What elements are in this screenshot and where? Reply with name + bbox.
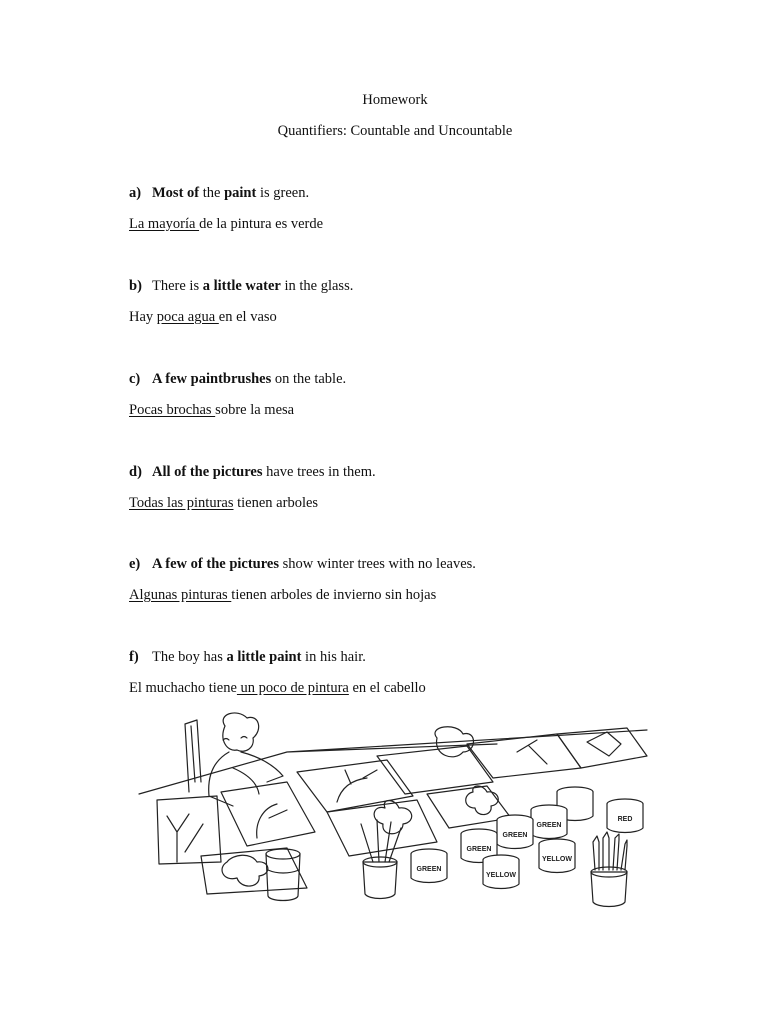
paint-jar — [531, 805, 567, 839]
answer-5 — [129, 587, 436, 604]
question-text: The boy has — [152, 649, 227, 665]
question-letter: e) — [129, 556, 141, 572]
question-3 — [129, 371, 346, 388]
answer-text: en el vaso — [218, 309, 277, 325]
question-text: in the glass. — [280, 278, 354, 294]
jar-label: YELLOW — [542, 856, 572, 863]
jar-label: RED — [617, 816, 633, 823]
answer-underlined: Algunas pinturas — [129, 587, 232, 603]
question-text: the — [199, 185, 225, 201]
answer-4 — [129, 495, 318, 512]
question-text: in his hair. — [301, 649, 366, 665]
classroom-painting-illustration — [137, 712, 657, 910]
answer-text: Hay — [129, 309, 157, 325]
question-1 — [129, 185, 309, 202]
paint-jar — [411, 849, 447, 883]
question-6 — [129, 649, 366, 666]
paint-jar — [483, 855, 519, 889]
answer-3 — [129, 402, 294, 419]
page-title: Homework — [362, 92, 428, 108]
answer-text: tienen arboles de invierno sin hojas — [231, 587, 437, 603]
question-keyword: paint — [224, 185, 257, 201]
paintbrush-cup — [361, 820, 401, 899]
chair — [185, 720, 201, 792]
pencil-cup — [591, 832, 627, 907]
question-text: There is — [152, 278, 203, 294]
question-keyword: a little water — [202, 278, 281, 294]
paint-jars — [411, 787, 643, 889]
question-2 — [129, 278, 353, 295]
paint-jar — [497, 815, 533, 849]
question-keyword: a little paint — [226, 649, 302, 665]
answer-underlined: Pocas brochas — [129, 402, 216, 418]
answer-text: tienen arboles — [233, 495, 319, 511]
table-outline — [139, 730, 647, 794]
question-text: is green. — [256, 185, 310, 201]
question-letter: a) — [129, 185, 142, 201]
water-glass — [266, 849, 300, 901]
question-keyword: All of the pictures — [152, 464, 263, 480]
answer-underlined: Todas las pinturas — [129, 495, 234, 511]
question-letter: b) — [129, 278, 142, 294]
question-letter: f) — [129, 649, 139, 665]
answer-text: de la pintura es verde — [199, 216, 324, 232]
answer-text: sobre la mesa — [215, 402, 295, 418]
page-subtitle: Quantifiers: Countable and Uncountable — [277, 123, 513, 139]
question-keyword: A few of the pictures — [152, 556, 279, 572]
question-keyword: A few paintbrushes — [152, 371, 272, 387]
question-text: have trees in them. — [262, 464, 376, 480]
question-5 — [129, 556, 476, 573]
answer-underlined: poca agua — [156, 309, 219, 325]
answer-text: El muchacho tiene — [129, 680, 237, 696]
answer-text: en el cabello — [348, 680, 426, 696]
paint-jar — [607, 799, 643, 833]
jar-label: GREEN — [502, 832, 528, 839]
question-letter: d) — [129, 464, 142, 480]
boy-figure — [209, 713, 283, 806]
answer-underlined: La mayoría — [129, 216, 200, 232]
paint-jar — [539, 839, 575, 873]
answer-6 — [129, 680, 426, 697]
question-4 — [129, 464, 376, 481]
jar-label: YELLOW — [486, 872, 516, 879]
answer-2 — [129, 309, 277, 326]
answer-underlined: un poco de pintura — [236, 680, 349, 696]
question-text: show winter trees with no leaves. — [279, 556, 476, 572]
jar-label: GREEN — [536, 822, 562, 829]
answer-1 — [129, 216, 323, 233]
question-text: on the table. — [271, 371, 347, 387]
jar-label: GREEN — [416, 866, 442, 873]
question-keyword: Most of — [152, 185, 200, 201]
jar-label: GREEN — [466, 846, 492, 853]
question-letter: c) — [129, 371, 141, 387]
